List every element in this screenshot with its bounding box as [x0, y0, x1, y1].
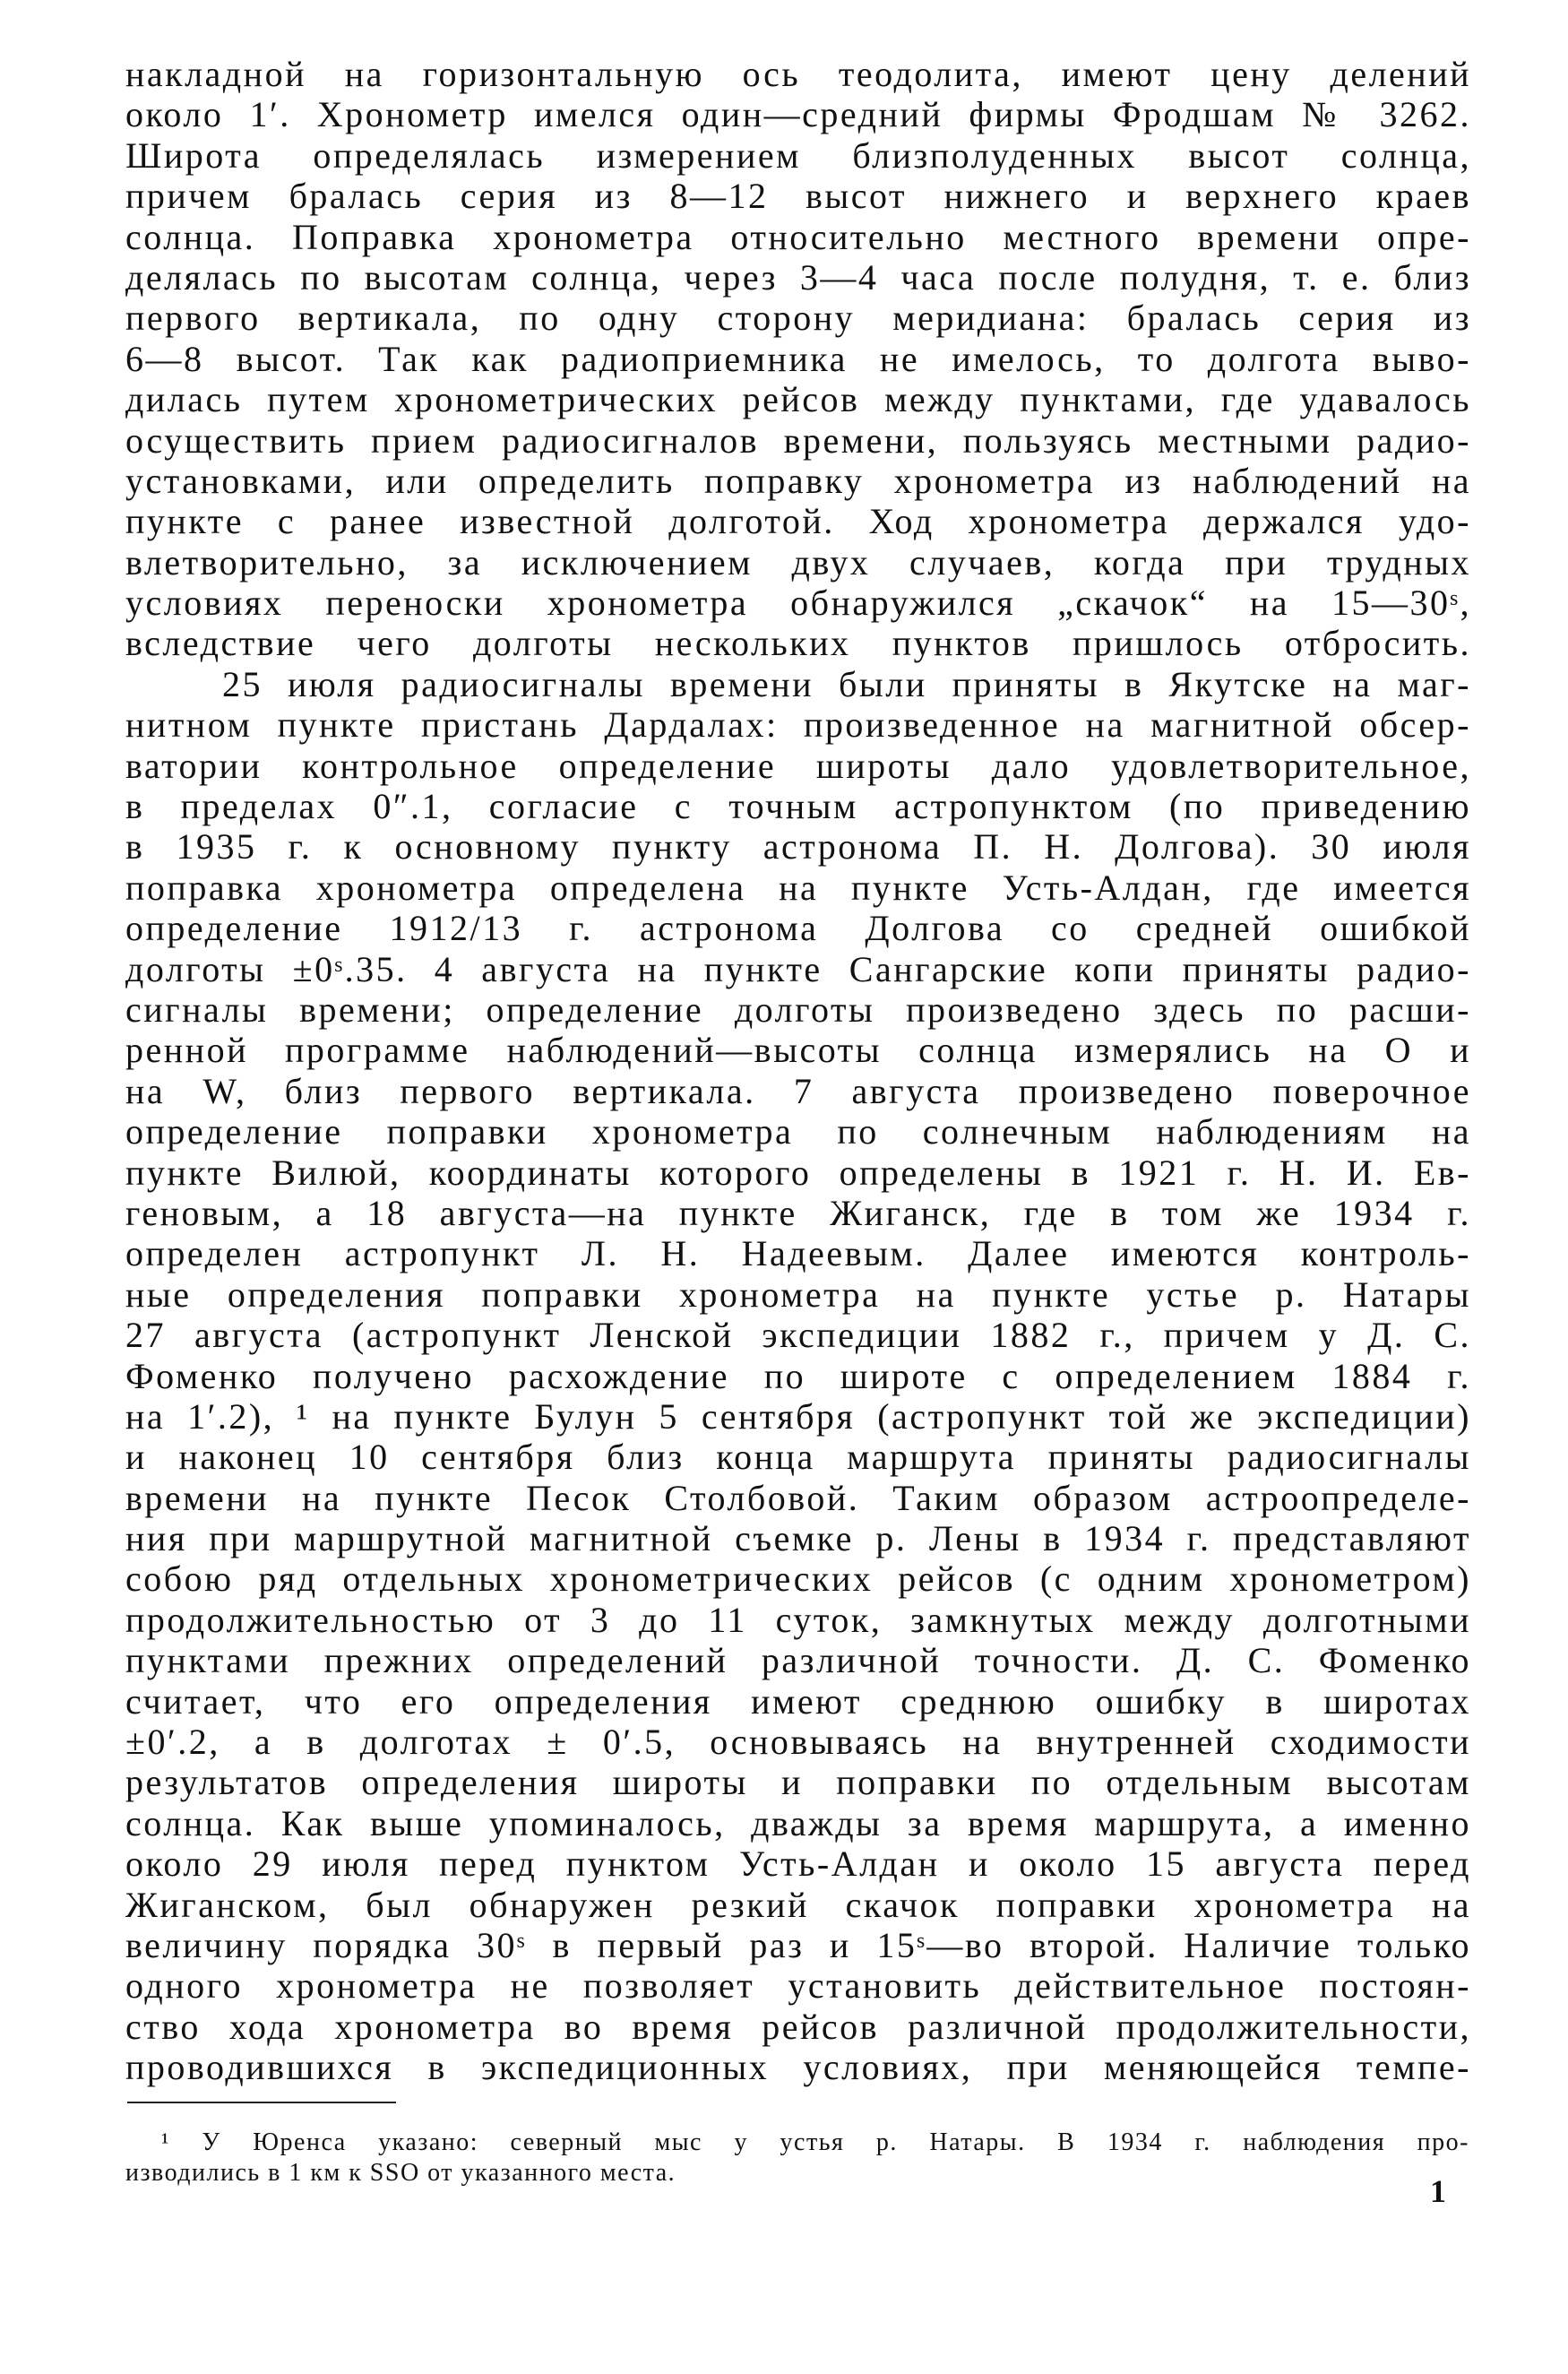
text-line: пунктами прежних определений различной точности. Д. С. Фоменко: [125, 1640, 1471, 1681]
text-line: ные определения поправки хронометра на пункте устье р. Натары: [125, 1273, 1471, 1315]
text-line: на W, близ первого вертикала. 7 августа произведено поверочное: [125, 1070, 1471, 1111]
text-line: времени на пункте Песок Столбовой. Таким образом астроопределе-: [125, 1477, 1471, 1518]
text-line: первого вертикала, по одну сторону меридиана: бралась серия из: [125, 298, 1471, 339]
text-line: установками, или определить поправку хронометра из наблюдений на: [125, 460, 1471, 501]
text-line: делялась по высотам солнца, через 3—4 часа после полудня, т. е. близ: [125, 256, 1471, 298]
text-line: вследствие чего долготы нескольких пунктов пришлось отбросить.: [125, 623, 1471, 664]
text-line: нитном пункте пристань Дардалах: произведенное на магнитной обсер-: [125, 704, 1471, 746]
footnote-line: изводились в 1 км к SSO от указанного места.: [125, 2159, 676, 2187]
text-line: ство хода хронометра во время рейсов различной продолжительности,: [125, 2006, 1471, 2047]
text-line: одного хронометра не позволяет установить действительное постоян-: [125, 1965, 1471, 2007]
footnote-divider: [127, 2102, 396, 2103]
text-line: осуществить прием радиосигналов времени, пользуясь местными радио-: [125, 419, 1471, 461]
paragraph-start-line: 25 июля радиосигналы времени были приняты в Якутске на маг-: [222, 663, 1471, 704]
text-line: 27 августа (астропункт Ленской экспедиции 1882 г., причем у Д. С.: [125, 1315, 1471, 1356]
text-line: 6—8 высот. Так как радиоприемника не имелось, то долгота выво-: [125, 338, 1471, 379]
text-line: собою ряд отдельных хронометрических рейсов (с одним хронометром): [125, 1558, 1471, 1600]
text-line: солнца. Как выше упоминалось, дважды за время маршрута, а именно: [125, 1802, 1471, 1843]
footnote-line: ¹ У Юренса указано: северный мыс у устья р. Натары. В 1934 г. наблюдения про-: [161, 2128, 1469, 2156]
text-line: в 1935 г. к основному пункту астронома П. Н. Долгова). 30 июля: [125, 826, 1471, 868]
text-line: считает, что его определения имеют среднюю ошибку в широтах: [125, 1680, 1471, 1722]
text-line: определение 1912/13 г. астронома Долгова со средней ошибкой: [125, 908, 1471, 949]
text-line: определен астропункт Л. Н. Надеевым. Далее имеются контроль-: [125, 1233, 1471, 1274]
text-line: на 1′.2), ¹ на пункте Булун 5 сентября (астропункт той же экспедиции): [125, 1395, 1471, 1437]
text-line: пункте Вилюй, координаты которого определены в 1921 г. Н. И. Ев-: [125, 1152, 1471, 1193]
text-line: Широта определялась измерением близполуденных высот солнца,: [125, 134, 1471, 176]
text-line: ния при маршрутной магнитной съемке р. Лены в 1934 г. представляют: [125, 1518, 1471, 1559]
text-line: ±0′.2, а в долготах ± 0′.5, основываясь на внутренней сходимости: [125, 1722, 1471, 1763]
text-line: накладной на горизонтальную ось теодолита, имеют цену делений: [125, 54, 1471, 94]
text-line: результатов определения широты и поправки по отдельным высотам: [125, 1762, 1471, 1803]
text-line: проводившихся в экспедиционных условиях, при меняющейся темпе-: [125, 2047, 1471, 2088]
text-line: долготы ±0ˢ.35. 4 августа на пункте Сангарские копи приняты радио-: [125, 948, 1471, 989]
text-line: дилась путем хронометрических рейсов между пунктами, где удавалось: [125, 379, 1471, 420]
text-line: определение поправки хронометра по солнечным наблюдениям на: [125, 1111, 1471, 1152]
text-line: пункте с ранее известной долготой. Ход хронометра держался удо-: [125, 501, 1471, 542]
text-line: ренной программе наблюдений—высоты солнца измерялись на О и: [125, 1030, 1471, 1071]
text-line: Жиганском, был обнаружен резкий скачок поправки хронометра на: [125, 1884, 1471, 1925]
main-text: [125, 54, 1471, 2088]
text-line: в пределах 0″.1, согласие с точным астропунктом (по приведению: [125, 786, 1471, 827]
text-line: солнца. Поправка хронометра относительно местного времени опре-: [125, 216, 1471, 257]
text-line: поправка хронометра определена на пункте Усть-Алдан, где имеется: [125, 867, 1471, 908]
text-line: продолжительностью от 3 до 11 суток, замкнутых между долготными: [125, 1599, 1471, 1640]
text-line: сигналы времени; определение долготы произведено здесь по расши-: [125, 988, 1471, 1030]
text-line: причем бралась серия из 8—12 высот нижнего и верхнего краев: [125, 176, 1471, 217]
text-line: около 1′. Хронометр имелся один—средний фирмы Фродшам № 3262.: [125, 94, 1471, 135]
text-line: ватории контрольное определение широты дало удовлетворительное,: [125, 745, 1471, 786]
text-line: величину порядка 30ˢ в первый раз и 15ˢ—во второй. Наличие только: [125, 1924, 1471, 1965]
text-line: и наконец 10 сентября близ конца маршрута приняты радиосигналы: [125, 1437, 1471, 1478]
text-line: геновым, а 18 августа—на пункте Жиганск, где в том же 1934 г.: [125, 1192, 1471, 1233]
footnote: [125, 2128, 1469, 2188]
text-line: условиях переноски хронометра обнаружился „скачок“ на 15—30ˢ,: [125, 583, 1471, 624]
text-line: около 29 июля перед пунктом Усть-Алдан и около 15 августа перед: [125, 1843, 1471, 1885]
text-line: Фоменко получено расхождение по широте с определением 1884 г.: [125, 1355, 1471, 1396]
page-number: 1: [1430, 2173, 1446, 2209]
text-line: влетворительно, за исключением двух случаев, когда при трудных: [125, 541, 1471, 583]
